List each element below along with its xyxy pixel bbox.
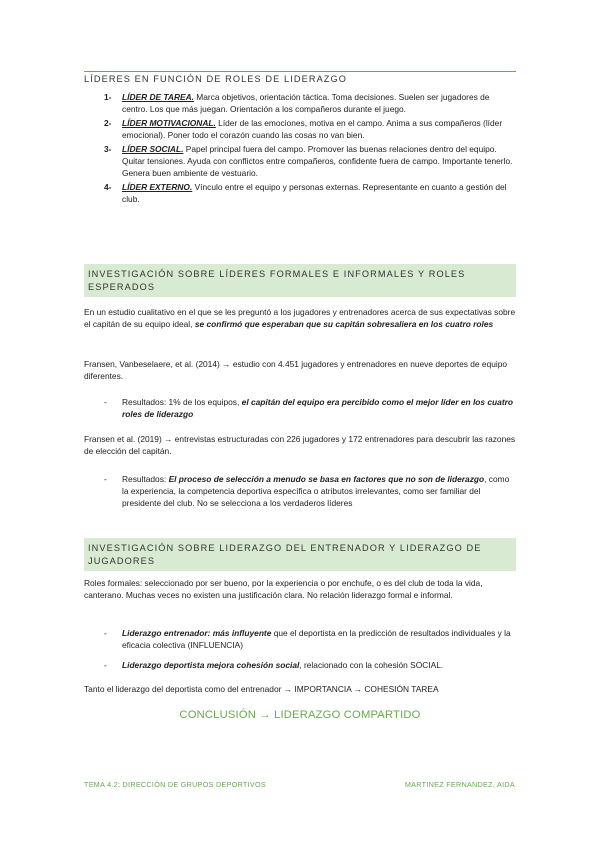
study-fransen-2014: Fransen, Vanbeselaere, et al. (2014) → estudio con 4.451 jugadores y entrenadores en nueve deportes de equipo diferentes.	[84, 359, 508, 381]
role-term: LÍDER MOTIVACIONAL.	[122, 118, 216, 129]
role-term: LÍDER EXTERNO.	[122, 182, 193, 193]
section-header-coach-players: INVESTIGACIÓN SOBRE LIDERAZGO DEL ENTRENADOR Y LIDERAZGO DE JUGADORES	[84, 538, 516, 571]
roles-list	[84, 92, 516, 208]
intro-text: En un estudio cualitativo en el que se les preguntó a los jugadores y entrenadores acerca de sus expectativas sobre el capitán de su equipo ideal,	[84, 307, 516, 329]
top-divider	[84, 71, 516, 72]
study-fransen-2019: Fransen et al. (2019) → entrevistas estructuradas con 226 jugadores y 172 entrenadores para descubrir las razones de elección del capitán.	[84, 434, 516, 456]
section-header-formal-informal: INVESTIGACIÓN SOBRE LÍDERES FORMALES E INFORMALES Y ROLES ESPERADOS	[84, 264, 516, 297]
result-text: , como la experiencia, la competencia deportiva específica o atributos irrelevantes, como ser familiar del presidente del club. No se selecciona a los verdaderos líderes	[122, 474, 510, 508]
list-number: 4-	[104, 182, 112, 193]
list-item	[84, 92, 516, 115]
intro-emphasis: se confirmó que esperaban que su capitán sobresaliera en los cuatro roles	[194, 318, 494, 329]
result-label: Resultados:	[122, 474, 169, 484]
bullet-item: - Liderazgo entrenador: más influyente que el deportista en la predicción de resultados individuales y la eficacia colectiva (INFLUENCIA)	[104, 628, 511, 650]
bullet-text: que el deportista en la predicción de resultados individuales y la eficacia colectiva (INFLUENCIA)	[122, 628, 511, 650]
section-title-roles: LÍDERES EN FUNCIÓN DE ROLES DE LIDERAZGO	[84, 74, 348, 84]
study-intro-paragraph	[84, 307, 516, 331]
bullet-item: - Liderazgo deportista mejora cohesión social, relacionado con la cohesión SOCIAL.	[104, 660, 444, 670]
formal-roles-paragraph: Roles formales: seleccionado por ser bueno, por la experiencia o por enchufe, o es del club de toda la vida, canterano. Muchas veces no existen una justificación clara. No relación liderazgo formal e informal.	[84, 578, 483, 600]
result-item: - Resultados: 1% de los equipos, el capitán del equipo era percibido como el mejor líder en los cuatro roles de liderazgo	[104, 397, 513, 419]
importance-line: Tanto el liderazgo del deportista como del entrenador → IMPORTANCIA → COHESIÓN TAREA	[84, 684, 439, 694]
list-number: 2-	[104, 118, 112, 129]
role-description: Líder de las emociones, motiva en el campo. Anima a sus compañeros (líder emocional). Poner todo el corazón cuando las cosas no van bien.	[122, 118, 503, 140]
role-description: Marca objetivos, orientación táctica. Toma decisiones. Suelen ser jugadores de centro. Los que más juegan. Orientación a los compañeros durante el juego.	[122, 92, 490, 114]
list-item	[84, 144, 516, 179]
result-emphasis: El proceso de selección a menudo se basa en factores que no son de liderazgo	[168, 474, 485, 484]
list-item	[84, 118, 516, 141]
list-number: 3-	[104, 144, 112, 155]
list-item	[84, 182, 516, 205]
footer-topic: TEMA 4.2; DIRECCIÓN DE GRUPOS DEPORTIVOS	[84, 780, 267, 789]
role-term: LÍDER SOCIAL.	[122, 144, 184, 155]
conclusion-heading: CONCLUSIÓN → LIDERAZGO COMPARTIDO	[179, 709, 421, 721]
footer-author: MARTINEZ FERNANDEZ, AIDA	[404, 780, 515, 789]
bullet-emphasis: Liderazgo entrenador: más influyente	[122, 628, 272, 638]
result-item: - Resultados: El proceso de selección a menudo se basa en factores que no son de liderazgo, como la experiencia, la competencia deportiva específica o atributos irrelevantes, como ser familiar del presidente del club. No se selecciona a los verdaderos líderes	[104, 474, 510, 508]
bullet-text: , relacionado con la cohesión SOCIAL.	[299, 660, 444, 670]
role-term: LÍDER DE TAREA.	[122, 92, 194, 102]
result-text: Resultados: 1% de los equipos,	[122, 397, 242, 407]
result-emphasis: el capitán del equipo era percibido como el mejor líder en los cuatro roles de liderazgo	[122, 397, 513, 419]
role-description: Vínculo entre el equipo y personas externas. Representante en cuanto a gestión del club.	[122, 182, 507, 204]
bullet-emphasis: Liderazgo deportista mejora cohesión social	[122, 660, 300, 670]
list-number: 1-	[104, 92, 112, 102]
role-description: Papel principal fuera del campo. Promover las buenas relaciones dentro del equipo. Quitar tensiones. Ayuda con conflictos entre compañeros, confidente fuera de campo. Importante tenerlo. Genera buen ambiente de vestuario.	[122, 144, 513, 178]
